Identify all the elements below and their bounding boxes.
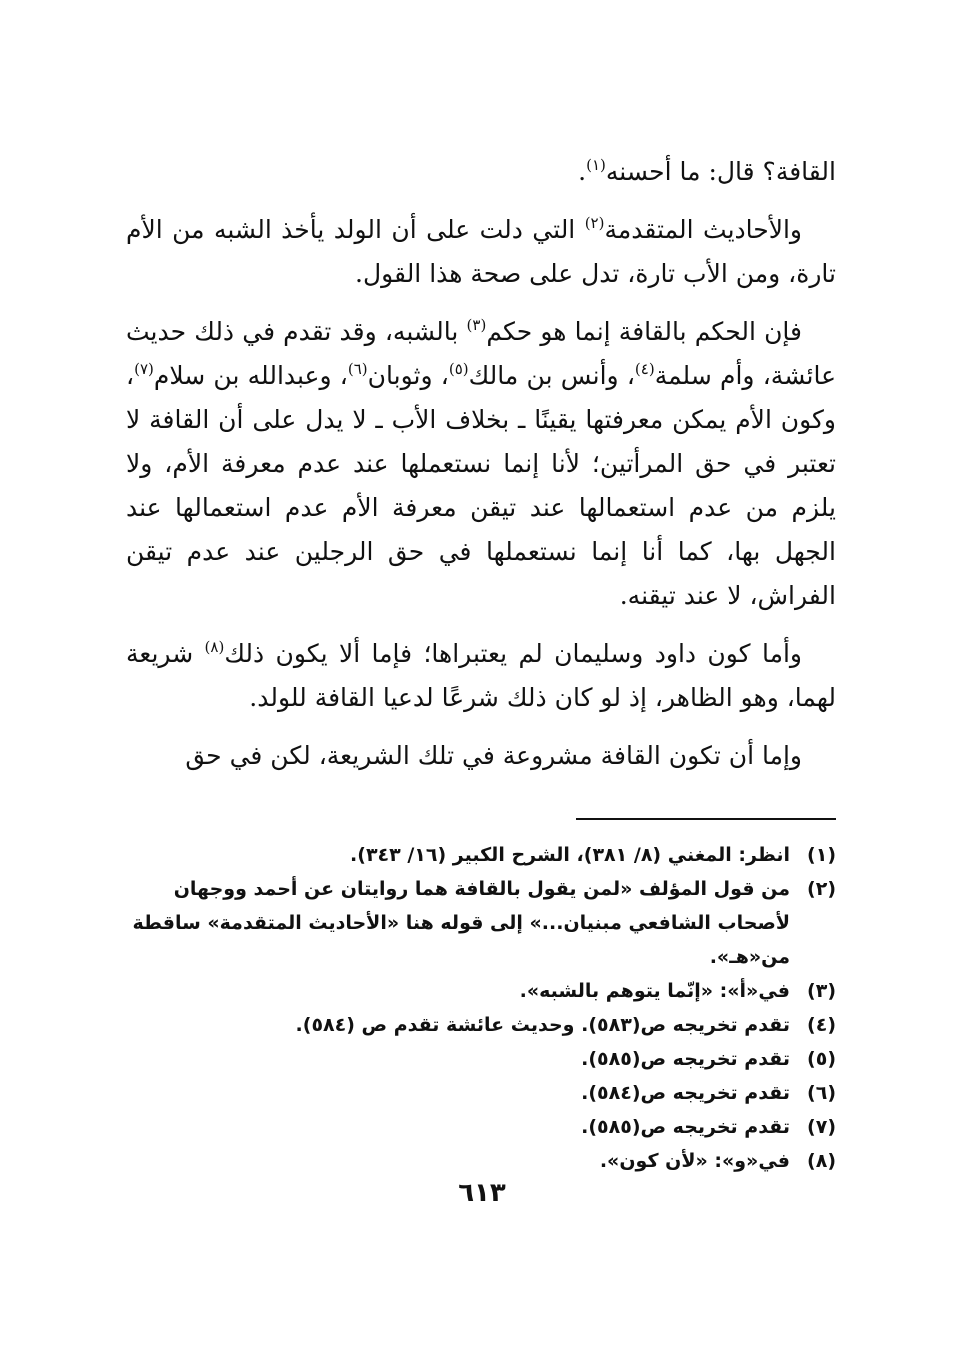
- footnote-ref-6[interactable]: (٦): [347, 360, 368, 378]
- footnote-ref-3[interactable]: (٣): [466, 316, 487, 334]
- footnote-4: [126, 1008, 836, 1042]
- footnote-5: [126, 1042, 836, 1076]
- footnote-text: في«أ»: «إنّما يتوهم بالشبه».: [519, 980, 790, 1002]
- footnote-divider: [576, 818, 836, 820]
- footnote-ref-5[interactable]: (٥): [448, 360, 469, 378]
- footnote-ref-2[interactable]: (٢): [584, 214, 605, 232]
- footnote-2: [126, 872, 836, 974]
- footnote-6: [126, 1076, 836, 1110]
- footnote-number: (٥): [807, 1048, 836, 1070]
- footnote-ref-7[interactable]: (٧): [134, 360, 154, 378]
- footnote-text: من قول المؤلف «لمن يقول بالقافة هما روايتان عن أحمد ووجهان لأصحاب الشافعي مبنيان...» إلى قوله هنا «الأحاديث المتقدمة» ساقطة من«هـ».: [132, 878, 790, 968]
- footnote-text: تقدم تخريجه ص(٥٨٥).: [581, 1048, 790, 1070]
- footnote-7: [126, 1110, 836, 1144]
- footnote-ref-1[interactable]: (١): [586, 156, 606, 174]
- footnote-number: (٨): [807, 1150, 836, 1172]
- footnote-text: تقدم تخريجه ص(٥٨٤).: [581, 1082, 790, 1104]
- footnote-ref-4[interactable]: (٤): [634, 360, 655, 378]
- footnote-number: (٤): [807, 1014, 836, 1036]
- main-text: [126, 150, 836, 792]
- footnote-number: (٧): [807, 1116, 836, 1138]
- footnote-1: [126, 838, 836, 872]
- footnote-number: (١): [807, 844, 836, 866]
- paragraph-4: وأما كون داود وسليمان لم يعتبراها؛ فإما ألا يكون ذلك$^{(٨)}$ شريعة لهما، وهو الظاهر، إذ لو كان ذلك شرعًا لدعيا القافة للولد.: [126, 638, 836, 712]
- footnote-ref-8[interactable]: (٨): [204, 638, 225, 656]
- footnote-number: (٣): [807, 980, 836, 1002]
- footnote-3: [126, 974, 836, 1008]
- footnote-text: تقدم تخريجه ص(٥٨٥).: [581, 1116, 790, 1138]
- page-number: ٦١٣: [458, 1178, 506, 1208]
- footnotes: [126, 838, 836, 1178]
- footnote-8: [126, 1144, 836, 1178]
- footnote-text: انظر: المغني (٨/ ٣٨١)، الشرح الكبير (١٦/ ٣٤٣).: [350, 844, 790, 866]
- footnote-text: تقدم تخريجه ص(٥٨٣). وحديث عائشة تقدم ص (٥٨٤).: [295, 1014, 790, 1036]
- paragraph-3: فإن الحكم بالقافة إنما هو حكم$^{(٣)}$ بالشبه، وقد تقدم في ذلك حديث عائشة، وأم سلمة$^{(٤)}$، وأنس بن مالك$^{(٥)}$، وثوبان$^{(٦)}$، وعبدالله بن سلام$^{(٧)}$، وكون الأم يمكن معرفتها يقينًا ـ بخلاف الأب ـ لا يدل على أن القافة لا تعتبر في حق المرأتين؛ لأنا إنما نستعملها عند عدم معرفة الأم، ولا يلزم من عدم استعمالها عند تيقن معرفة الأم عدم استعمالها عند الجهل بها، كما أنا إنما نستعملها في حق الرجلين عند عدم تيقن الفراش، لا عند تيقنه.: [126, 316, 836, 610]
- paragraph-2: والأحاديث المتقدمة$^{(٢)}$ التي دلت على أن الولد يأخذ الشبه من الأم تارة، ومن الأب تارة، تدل على صحة هذا القول.: [126, 214, 836, 288]
- footnote-text: في«و»: «لأن كون».: [599, 1150, 790, 1172]
- paragraph-1: القافة؟ قال: ما أحسنه$^{(١)}$.: [578, 156, 836, 186]
- footnote-number: (٢): [807, 878, 836, 900]
- footnote-number: (٦): [807, 1082, 836, 1104]
- paragraph-5: وإما أن تكون القافة مشروعة في تلك الشريعة، لكن في حق: [185, 741, 802, 770]
